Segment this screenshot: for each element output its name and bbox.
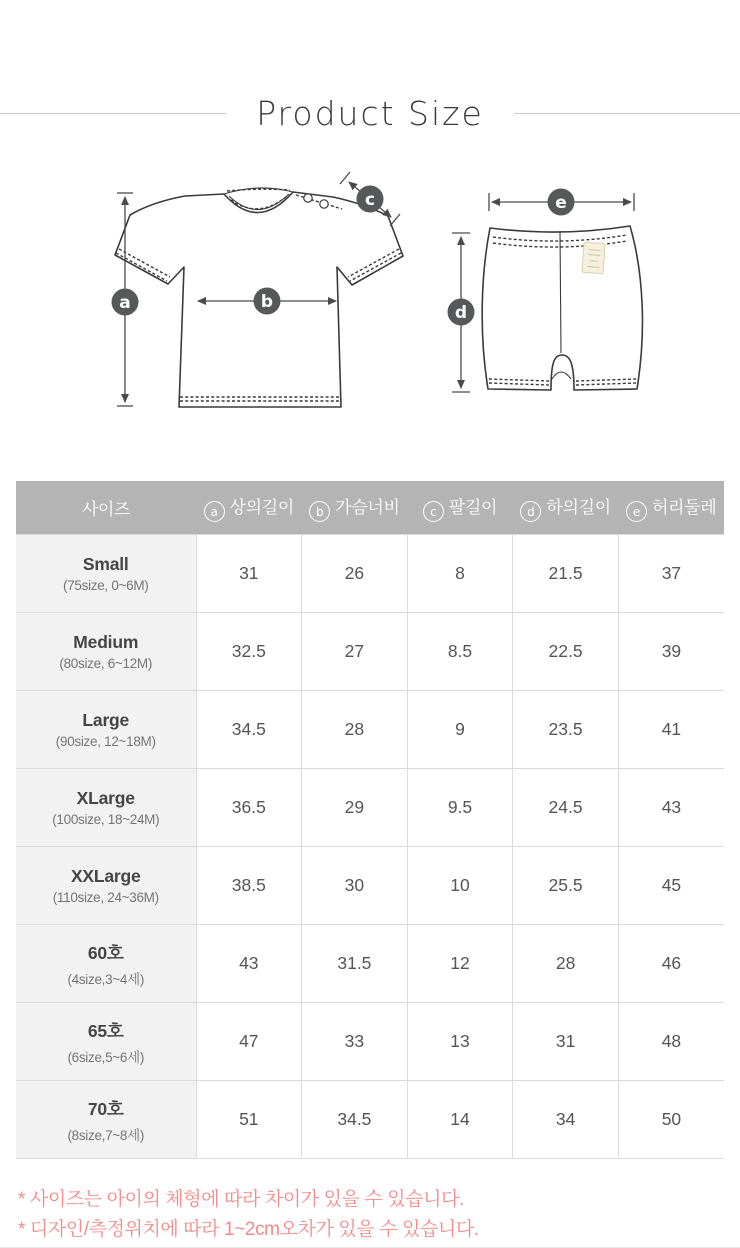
value-cell: 22.5: [513, 613, 619, 691]
size-cell: [16, 613, 196, 691]
size-sub: (4size,3~4세): [67, 971, 145, 987]
size-sub: (8size,7~8세): [67, 1127, 145, 1143]
table-row-xxlarge: [16, 847, 724, 925]
value-cell: 29: [302, 769, 408, 847]
size-name: 60호: [87, 942, 124, 963]
col-header-top-length-label: 상의길이: [229, 497, 295, 517]
size-table: [16, 481, 724, 1159]
measurement-diagram: [0, 149, 740, 461]
size-cell: [16, 691, 196, 769]
shorts-illustration: [482, 226, 642, 390]
value-cell: 9: [407, 691, 513, 769]
table-row-60: [16, 925, 724, 1003]
footnotes: [18, 1185, 722, 1245]
size-sub: (100size, 18~24M): [52, 812, 160, 827]
size-name: XLarge: [76, 788, 135, 808]
col-header-chest-width-label: 가슴너비: [335, 497, 400, 517]
table-row-medium: [16, 613, 724, 691]
value-cell: 31.5: [302, 925, 408, 1003]
measure-arrow-d: [448, 233, 475, 392]
value-cell: 28: [302, 691, 408, 769]
col-header-waist: [618, 481, 724, 535]
size-name: XXLarge: [70, 866, 141, 886]
value-cell: 36.5: [196, 769, 302, 847]
title-rule-left: [0, 113, 226, 114]
value-cell: 21.5: [513, 535, 619, 613]
col-header-arm-length-label: 팔길이: [448, 497, 498, 517]
value-cell: 46: [618, 925, 724, 1003]
size-sub: (110size, 24~36M): [52, 890, 159, 905]
measure-arrow-e: [489, 189, 634, 216]
value-cell: 24.5: [513, 769, 619, 847]
badge-d-letter: d: [454, 303, 468, 323]
table-row-small: [16, 535, 724, 613]
value-cell: 37: [618, 535, 724, 613]
col-header-top-length: [196, 481, 302, 535]
value-cell: 26: [302, 535, 408, 613]
value-cell: 41: [618, 691, 724, 769]
value-cell: 32.5: [196, 613, 302, 691]
value-cell: 28: [513, 925, 619, 1003]
value-cell: 10: [407, 847, 513, 925]
value-cell: 43: [196, 925, 302, 1003]
size-cell: [16, 535, 196, 613]
circled-e-icon: e: [626, 501, 647, 522]
circled-d-icon: d: [520, 501, 541, 522]
value-cell: 48: [618, 1003, 724, 1081]
value-cell: 23.5: [513, 691, 619, 769]
size-sub: (75size, 0~6M): [63, 578, 149, 593]
title-bar: [0, 0, 740, 133]
value-cell: 39: [618, 613, 724, 691]
badge-e-letter: e: [555, 193, 567, 213]
size-cell: [16, 925, 196, 1003]
snap-button: [304, 194, 312, 202]
value-cell: 27: [302, 613, 408, 691]
circled-a-icon: a: [204, 501, 225, 522]
care-tag: [582, 242, 605, 273]
value-cell: 33: [302, 1003, 408, 1081]
value-cell: 8: [407, 535, 513, 613]
col-header-bottom-length: [513, 481, 619, 535]
value-cell: 38.5: [196, 847, 302, 925]
size-sub: (80size, 6~12M): [59, 656, 153, 671]
footnote-size-variance: * 사이즈는 아이의 체형에 따라 차이가 있을 수 있습니다.: [18, 1189, 464, 1210]
col-header-arm-length: [407, 481, 513, 535]
circled-b-icon: b: [309, 501, 330, 522]
badge-c-letter: c: [364, 190, 376, 210]
value-cell: 47: [196, 1003, 302, 1081]
value-cell: 25.5: [513, 847, 619, 925]
size-cell: [16, 847, 196, 925]
col-header-waist-label: 허리둘레: [651, 497, 717, 517]
footnote-measure-tolerance: * 디자인/측정위치에 따라 1~2cm오차가 있을 수 있습니다.: [18, 1219, 479, 1241]
circled-c-icon: c: [423, 501, 444, 522]
value-cell: 43: [618, 769, 724, 847]
table-row-70: [16, 1081, 724, 1159]
table-row-large: [16, 691, 724, 769]
value-cell: 31: [513, 1003, 619, 1081]
value-cell: 8.5: [407, 613, 513, 691]
size-cell: [16, 1003, 196, 1081]
value-cell: 9.5: [407, 769, 513, 847]
size-name: Large: [82, 710, 130, 730]
size-cell: [16, 769, 196, 847]
value-cell: 13: [407, 1003, 513, 1081]
value-cell: 12: [407, 925, 513, 1003]
size-cell: [16, 1081, 196, 1159]
size-name: 70호: [87, 1098, 124, 1119]
page-title: Product Size: [256, 94, 484, 133]
table-row-65: [16, 1003, 724, 1081]
col-header-size: [16, 481, 196, 535]
size-name: 65호: [87, 1020, 124, 1041]
value-cell: 30: [302, 847, 408, 925]
col-header-size-label: 사이즈: [81, 500, 131, 519]
col-header-chest-width: [302, 481, 408, 535]
snap-button: [320, 200, 328, 208]
value-cell: 45: [618, 847, 724, 925]
size-name: Medium: [73, 632, 139, 652]
badge-a-letter: a: [119, 293, 131, 313]
badge-b-letter: b: [260, 292, 274, 312]
value-cell: 31: [196, 535, 302, 613]
size-name: Small: [82, 554, 129, 574]
col-header-bottom-length-label: 하의길이: [546, 497, 611, 517]
size-table-header-row: [16, 481, 724, 535]
value-cell: 50: [618, 1081, 724, 1159]
title-rule-right: [514, 113, 740, 114]
value-cell: 14: [407, 1081, 513, 1159]
value-cell: 34.5: [302, 1081, 408, 1159]
value-cell: 51: [196, 1081, 302, 1159]
value-cell: 34: [513, 1081, 619, 1159]
value-cell: 34.5: [196, 691, 302, 769]
size-sub: (6size,5~6세): [67, 1049, 145, 1065]
table-row-xlarge: [16, 769, 724, 847]
size-sub: (90size, 12~18M): [55, 734, 156, 749]
